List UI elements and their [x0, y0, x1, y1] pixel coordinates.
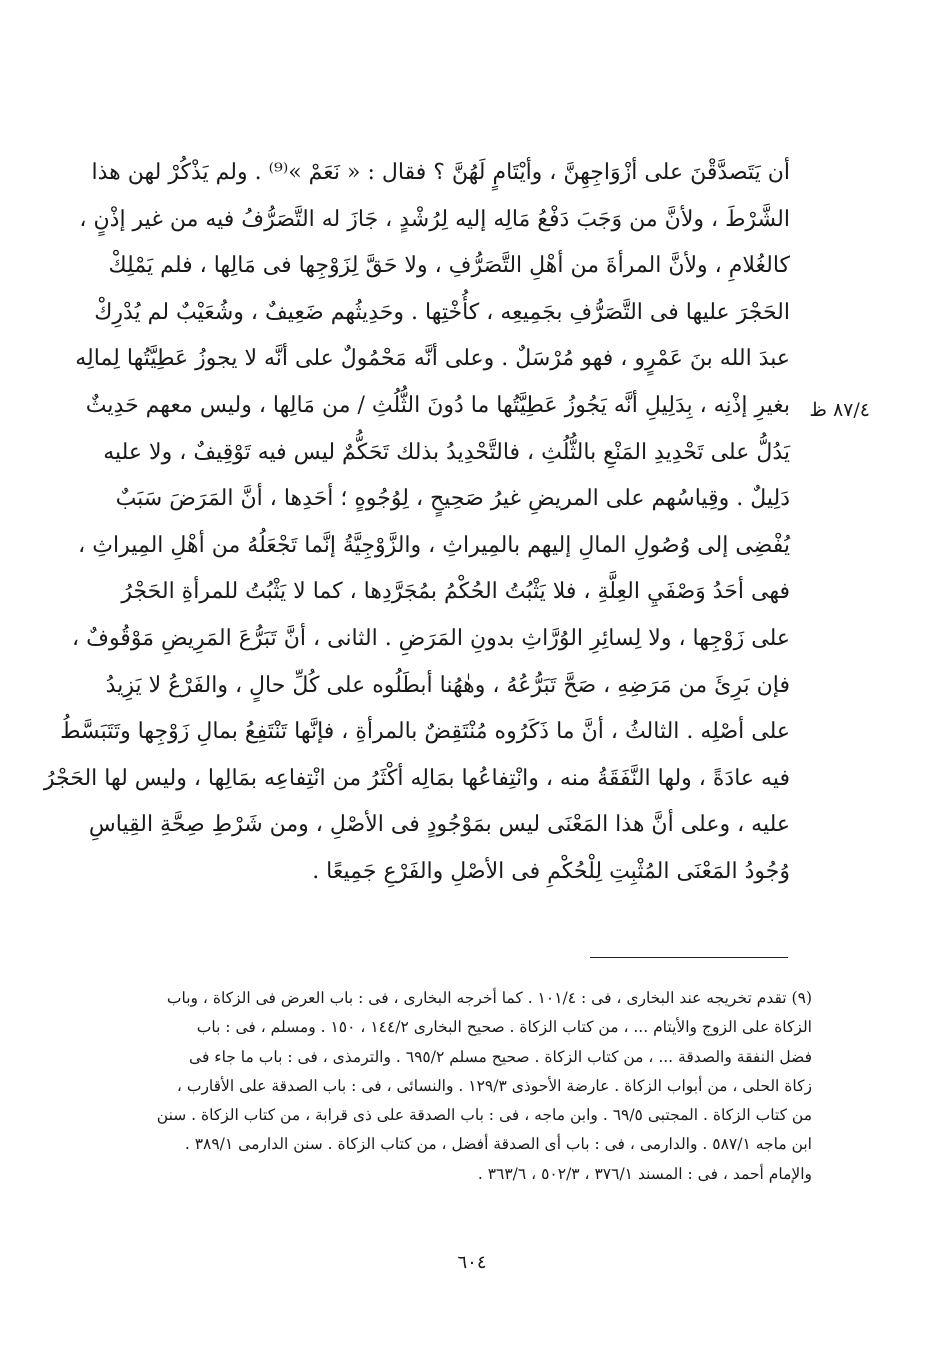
text-line: فإن بَرِئَ من مَرَضِهِ ، صَحَّ تَبَرُّعُهُ ، وهٰهُنا أبطَلُوه على كُلِّ حالٍ ، والفَرْعُ لا يَزِيدُ — [105, 672, 790, 698]
footnote-divider — [590, 957, 788, 958]
manuscript-folio-note: ٨٧/٤ ظ — [809, 399, 870, 421]
text-line: وُجُودُ المَعْنَى المُثْبِتِ لِلْحُكْمِ فى الأصْلِ والفَرْعِ جَمِيعًا . — [312, 858, 790, 884]
text-line: كالغُلامِ ، ولأنَّ المرأةَ من أهْلِ التَّصَرُّفِ ، ولا حَقَّ لِزَوْجِها فى مَالِها ، فلم يَمْلِكْ — [108, 253, 790, 279]
footnote-line: الزكاة على الزوج والأيتام ... ، من كتاب الزكاة . صحيح البخارى ١٤٤/٢ ، ١٥٠ . ومسلم ، فى : باب — [196, 1018, 812, 1037]
text-line: الشَّرْطَ ، ولأنَّ من وَجَبَ دَفْعُ مَالِه إليه لِرُشْدٍ ، جَازَ له التَّصَرُّفُ فيه من غير إذْنٍ ، — [79, 206, 790, 232]
text-line: فهى أحَدُ وَصْفَيِ العِلَّةِ ، فلا يَثْبُتُ الحُكْمُ بمُجَرَّدِها ، كما لا يَثْبُتُ للمرأةِ الحَجْرُ — [121, 579, 790, 605]
text-line: أن يَتَصدَّقْنَ على أزْوَاجِهِنَّ ، وأيْتَامٍ لَهُنَّ ؟ فقال : « نَعَمْ »⁽⁹⁾ . ولم يَذْكُرْ لهن هذا — [91, 160, 790, 185]
text-line: بغيرِ إذْنِه ، بِدَلِيلِ أنَّه يَجُوزُ عَطِيَّتُها ما دُونَ الثُّلُثِ / من مَالِها ، وليس معهم حَدِيثٌ — [85, 392, 790, 418]
footnote-line: من كتاب الزكاة . المجتبى ٦٩/٥ . وابن ماجه ، فى : باب الصدقة على ذى قرابة ، من كتاب الزكاة . سنن — [156, 1106, 812, 1125]
text-line: على زَوْجِها ، ولا لِسائِرِ الوُرَّاثِ بدونِ المَرَضِ . الثانى ، أنَّ تَبَرُّعَ المَرِيضِ مَوْقُوفٌ ، — [72, 625, 790, 651]
footnote-line: والإمام أحمد ، فى : المسند ٣٧٦/١ ، ٥٠٢/٣ ، ٣٦٣/٦ . — [477, 1164, 812, 1183]
text-line: عليه ، وعلى أنَّ هذا المَعْنَى ليس بمَوْجُودٍ فى الأصْلِ ، ومن شَرْطِ صِحَّةِ القِياسِ — [88, 812, 790, 838]
text-line: عبدَ الله بنَ عَمْرٍو ، فهو مُرْسَلٌ . وعلى أنَّه مَحْمُولٌ على أنَّه لا يجوزُ عَطِيَّتُها لِمالِه — [75, 346, 790, 372]
footnotes-block — [132, 984, 812, 1189]
main-text-block — [43, 150, 790, 896]
text-line: على أصْلِه . الثالثُ ، أنَّ ما ذَكَرُوه مُنْتَقِضٌ بالمرأةِ ، فإنَّها تَنْتَفِعُ بمالِ زَوْجِها وتَتَبَسَّطُ — [60, 719, 790, 745]
text-line: فيه عادَةً ، ولها النَّفَقَةُ منه ، وانْتِفاعُها بمَالِه أكْثَرُ من انْتِفاعِه بمَالِها ، وليس لها الحَجْرُ — [43, 765, 790, 791]
text-line: يَدُلُّ على تَحْدِيدِ المَنْعِ بالثُّلُثِ ، فالتَّحْدِيدُ بذلك تَحَكُّمٌ ليس فيه تَوْقِيفٌ ، ولا عليه — [103, 439, 790, 465]
page-number: ٦٠٤ — [457, 1252, 487, 1273]
text-line: يُفْضِى إلى وُصُولِ المالِ إليهم بالمِيراثِ ، والزَّوْجِيَّةُ إنَّما تَجْعَلُهُ من أهْلِ المِيراثِ ، — [78, 532, 790, 558]
footnote-line: فضل النفقة والصدقة ... ، من كتاب الزكاة . صحيح مسلم ٦٩٥/٢ . والترمذى ، فى : باب ما جاء فى — [189, 1047, 812, 1066]
footnote-line: (٩) تقدم تخريجه عند البخارى ، فى : ١٠١/٤ . كما أخرجه البخارى ، فى : باب العرض فى الزكاة ، وباب — [166, 989, 812, 1007]
footnote-line: زكاة الحلى ، من أبواب الزكاة . عارضة الأحوذى ١٢٩/٣ . والنسائى ، فى : باب الصدقة على الأقارب ، — [176, 1076, 812, 1095]
text-line: الحَجْرَ عليها فى التَّصَرُّفِ بجَمِيعِه ، كأُخْتِها . وحَدِيثُهم ضَعِيفٌ ، وشُعَيْبٌ لم يُدْرِكْ — [94, 299, 790, 325]
footnote-line: ابن ماجه ٥٨٧/١ . والدارمى ، فى : باب أى الصدقة أفضل ، من كتاب الزكاة . سنن الدارمى ٣٨٩/١ . — [184, 1135, 812, 1154]
text-line: دَلِيلٌ . وقِياسُهم على المريضِ غيرُ صَحِيحٍ ، لِوُجُوهٍ ؛ أحَدِها ، أنَّ المَرَضَ سَبَبٌ — [115, 486, 790, 512]
